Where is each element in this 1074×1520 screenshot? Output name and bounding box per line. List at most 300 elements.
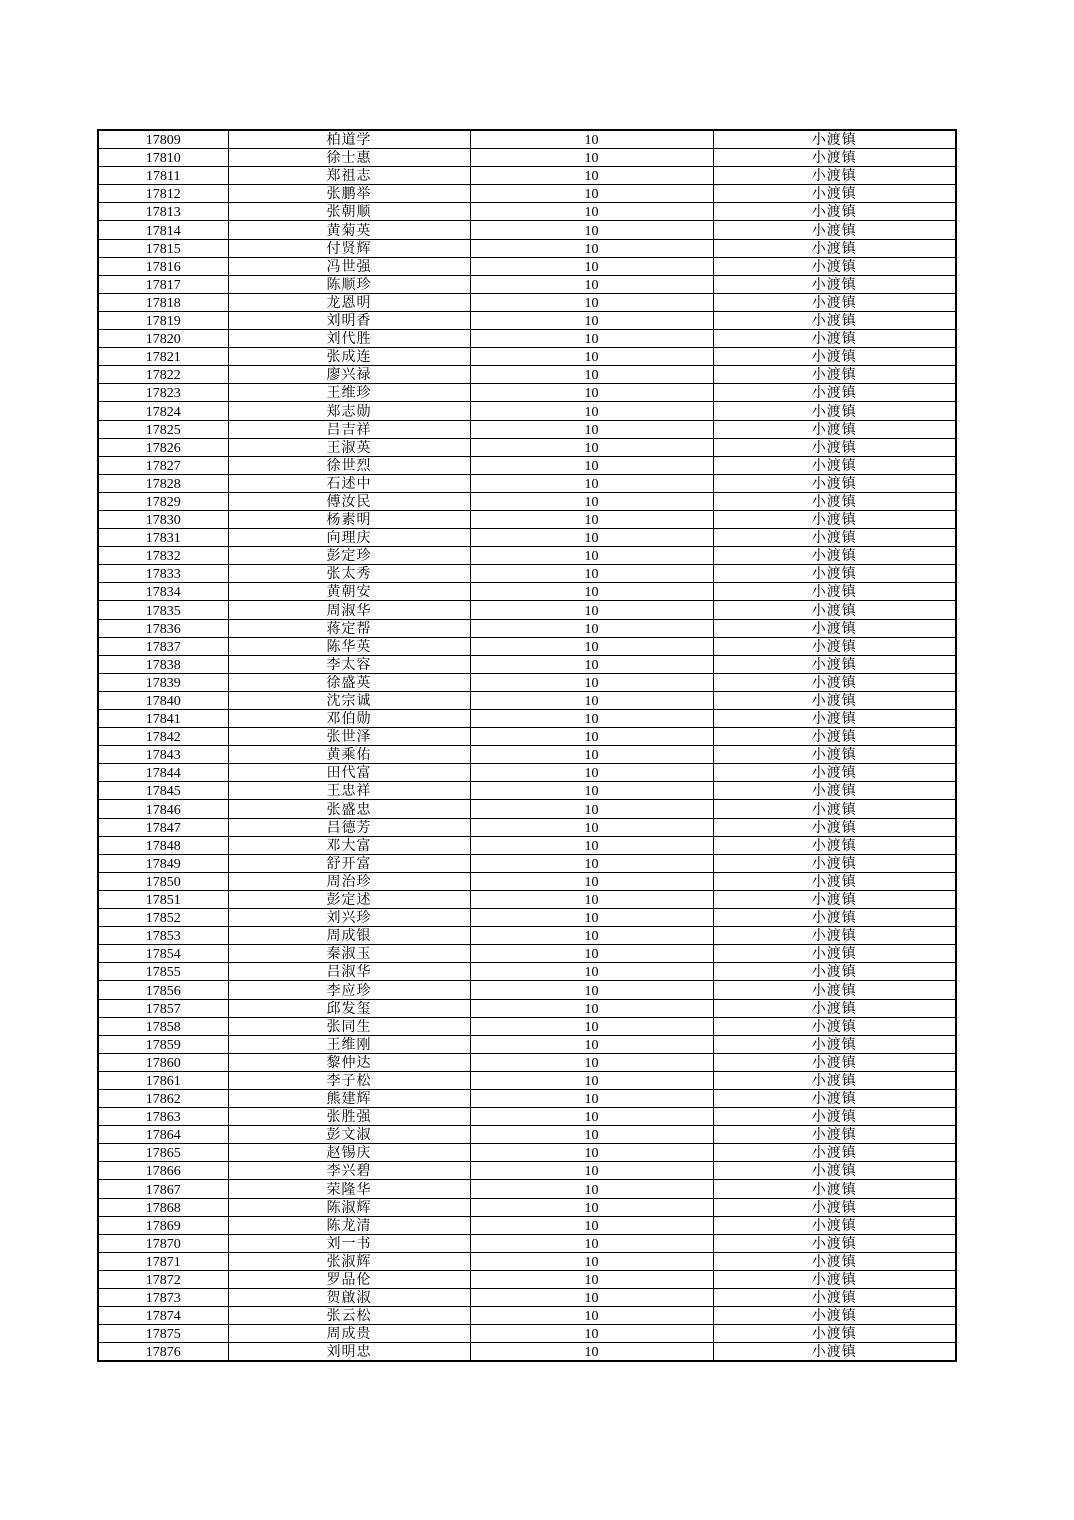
cell-amount: 10: [470, 782, 713, 800]
cell-name: 荣隆华: [228, 1180, 470, 1198]
table-row: [98, 1270, 956, 1288]
cell-number: 17826: [98, 438, 228, 456]
cell-number: 17866: [98, 1162, 228, 1180]
cell-number: 17860: [98, 1053, 228, 1071]
table-row: [98, 1126, 956, 1144]
cell-name: 邓伯勋: [228, 710, 470, 728]
cell-town: 小渡镇: [713, 927, 956, 945]
table-row: [98, 854, 956, 872]
cell-name: 李应珍: [228, 981, 470, 999]
table-row: [98, 746, 956, 764]
cell-amount: 10: [470, 1270, 713, 1288]
cell-amount: 10: [470, 1144, 713, 1162]
table-row: [98, 927, 956, 945]
cell-amount: 10: [470, 438, 713, 456]
cell-name: 黎仲达: [228, 1053, 470, 1071]
cell-name: 郑志勋: [228, 402, 470, 420]
cell-name: 张世泽: [228, 728, 470, 746]
cell-town: 小渡镇: [713, 348, 956, 366]
cell-number: 17828: [98, 474, 228, 492]
table-row: [98, 1198, 956, 1216]
table-row: [98, 1053, 956, 1071]
cell-town: 小渡镇: [713, 619, 956, 637]
cell-town: 小渡镇: [713, 782, 956, 800]
table-row: [98, 764, 956, 782]
cell-amount: 10: [470, 492, 713, 510]
cell-number: 17844: [98, 764, 228, 782]
cell-number: 17830: [98, 510, 228, 528]
cell-name: 贺啟淑: [228, 1289, 470, 1307]
cell-number: 17809: [98, 130, 228, 149]
cell-town: 小渡镇: [713, 510, 956, 528]
cell-town: 小渡镇: [713, 746, 956, 764]
cell-town: 小渡镇: [713, 203, 956, 221]
table-row: [98, 529, 956, 547]
cell-amount: 10: [470, 999, 713, 1017]
cell-amount: 10: [470, 945, 713, 963]
table-row: [98, 1325, 956, 1343]
table-row: [98, 239, 956, 257]
cell-name: 蒋定帮: [228, 619, 470, 637]
cell-town: 小渡镇: [713, 1234, 956, 1252]
cell-town: 小渡镇: [713, 637, 956, 655]
cell-town: 小渡镇: [713, 673, 956, 691]
cell-name: 黄乘佑: [228, 746, 470, 764]
cell-number: 17816: [98, 257, 228, 275]
cell-name: 张云松: [228, 1307, 470, 1325]
table-row: [98, 456, 956, 474]
cell-name: 付贤辉: [228, 239, 470, 257]
cell-name: 徐士惠: [228, 149, 470, 167]
cell-town: 小渡镇: [713, 221, 956, 239]
cell-name: 王维珍: [228, 384, 470, 402]
cell-number: 17839: [98, 673, 228, 691]
cell-town: 小渡镇: [713, 366, 956, 384]
cell-number: 17814: [98, 221, 228, 239]
cell-amount: 10: [470, 673, 713, 691]
table-row: [98, 221, 956, 239]
table-row: [98, 1289, 956, 1307]
cell-number: 17811: [98, 167, 228, 185]
cell-number: 17849: [98, 854, 228, 872]
cell-number: 17845: [98, 782, 228, 800]
cell-town: 小渡镇: [713, 601, 956, 619]
cell-town: 小渡镇: [713, 1180, 956, 1198]
cell-name: 张胜强: [228, 1108, 470, 1126]
cell-name: 周治珍: [228, 872, 470, 890]
cell-number: 17869: [98, 1216, 228, 1234]
cell-number: 17838: [98, 655, 228, 673]
cell-town: 小渡镇: [713, 1017, 956, 1035]
cell-name: 张盛忠: [228, 800, 470, 818]
cell-amount: 10: [470, 746, 713, 764]
table-row: [98, 999, 956, 1017]
cell-amount: 10: [470, 1216, 713, 1234]
cell-town: 小渡镇: [713, 1108, 956, 1126]
cell-number: 17842: [98, 728, 228, 746]
table-row: [98, 565, 956, 583]
cell-town: 小渡镇: [713, 890, 956, 908]
cell-name: 柏道学: [228, 130, 470, 149]
cell-amount: 10: [470, 909, 713, 927]
cell-name: 傅汝民: [228, 492, 470, 510]
cell-town: 小渡镇: [713, 167, 956, 185]
table-row: [98, 293, 956, 311]
cell-amount: 10: [470, 1162, 713, 1180]
cell-amount: 10: [470, 601, 713, 619]
table-row: [98, 1089, 956, 1107]
table-row: [98, 384, 956, 402]
cell-town: 小渡镇: [713, 1071, 956, 1089]
table-row: [98, 981, 956, 999]
cell-number: 17868: [98, 1198, 228, 1216]
cell-amount: 10: [470, 981, 713, 999]
cell-amount: 10: [470, 890, 713, 908]
cell-name: 冯世强: [228, 257, 470, 275]
cell-number: 17874: [98, 1307, 228, 1325]
cell-name: 陈龙清: [228, 1216, 470, 1234]
cell-amount: 10: [470, 836, 713, 854]
cell-town: 小渡镇: [713, 330, 956, 348]
cell-name: 徐盛英: [228, 673, 470, 691]
table-row: [98, 149, 956, 167]
cell-amount: 10: [470, 1053, 713, 1071]
table-row: [98, 673, 956, 691]
cell-amount: 10: [470, 547, 713, 565]
cell-town: 小渡镇: [713, 529, 956, 547]
cell-town: 小渡镇: [713, 1325, 956, 1343]
cell-name: 徐世烈: [228, 456, 470, 474]
cell-name: 刘明忠: [228, 1343, 470, 1362]
cell-amount: 10: [470, 1343, 713, 1362]
cell-number: 17817: [98, 275, 228, 293]
table-row: [98, 330, 956, 348]
cell-name: 向理庆: [228, 529, 470, 547]
table-row: [98, 890, 956, 908]
cell-amount: 10: [470, 221, 713, 239]
table-row: [98, 691, 956, 709]
table-row: [98, 836, 956, 854]
cell-number: 17824: [98, 402, 228, 420]
table-row: [98, 710, 956, 728]
cell-number: 17846: [98, 800, 228, 818]
cell-number: 17851: [98, 890, 228, 908]
cell-name: 王维刚: [228, 1035, 470, 1053]
cell-amount: 10: [470, 1089, 713, 1107]
cell-number: 17813: [98, 203, 228, 221]
cell-amount: 10: [470, 1035, 713, 1053]
cell-name: 秦淑玉: [228, 945, 470, 963]
cell-amount: 10: [470, 510, 713, 528]
table-row: [98, 782, 956, 800]
cell-number: 17829: [98, 492, 228, 510]
cell-name: 熊建辉: [228, 1089, 470, 1107]
cell-number: 17857: [98, 999, 228, 1017]
cell-number: 17821: [98, 348, 228, 366]
cell-town: 小渡镇: [713, 710, 956, 728]
cell-amount: 10: [470, 854, 713, 872]
table-row: [98, 1144, 956, 1162]
table-row: [98, 963, 956, 981]
cell-town: 小渡镇: [713, 836, 956, 854]
cell-name: 黄菊英: [228, 221, 470, 239]
cell-name: 吕淑华: [228, 963, 470, 981]
cell-town: 小渡镇: [713, 854, 956, 872]
cell-town: 小渡镇: [713, 1089, 956, 1107]
cell-town: 小渡镇: [713, 1198, 956, 1216]
cell-amount: 10: [470, 239, 713, 257]
cell-amount: 10: [470, 565, 713, 583]
cell-name: 周淑华: [228, 601, 470, 619]
cell-town: 小渡镇: [713, 909, 956, 927]
cell-number: 17861: [98, 1071, 228, 1089]
cell-number: 17847: [98, 818, 228, 836]
table-row: [98, 1180, 956, 1198]
table-row: [98, 583, 956, 601]
cell-town: 小渡镇: [713, 1252, 956, 1270]
cell-amount: 10: [470, 1289, 713, 1307]
cell-name: 周成银: [228, 927, 470, 945]
cell-town: 小渡镇: [713, 999, 956, 1017]
table-row: [98, 311, 956, 329]
cell-number: 17867: [98, 1180, 228, 1198]
table-row: [98, 1162, 956, 1180]
table-row: [98, 818, 956, 836]
cell-amount: 10: [470, 1071, 713, 1089]
cell-number: 17836: [98, 619, 228, 637]
cell-town: 小渡镇: [713, 1053, 956, 1071]
cell-town: 小渡镇: [713, 655, 956, 673]
cell-name: 张鹏举: [228, 185, 470, 203]
cell-name: 刘代胜: [228, 330, 470, 348]
cell-number: 17818: [98, 293, 228, 311]
cell-amount: 10: [470, 963, 713, 981]
cell-amount: 10: [470, 420, 713, 438]
cell-name: 张同生: [228, 1017, 470, 1035]
table-row: [98, 637, 956, 655]
table-row: [98, 547, 956, 565]
cell-town: 小渡镇: [713, 1144, 956, 1162]
table-row: [98, 402, 956, 420]
table-row: [98, 601, 956, 619]
cell-name: 舒开富: [228, 854, 470, 872]
cell-amount: 10: [470, 872, 713, 890]
table-row: [98, 420, 956, 438]
cell-town: 小渡镇: [713, 1307, 956, 1325]
cell-amount: 10: [470, 366, 713, 384]
table-row: [98, 185, 956, 203]
cell-amount: 10: [470, 691, 713, 709]
cell-amount: 10: [470, 764, 713, 782]
cell-town: 小渡镇: [713, 293, 956, 311]
data-table: [97, 129, 957, 1362]
cell-number: 17835: [98, 601, 228, 619]
cell-name: 吕吉祥: [228, 420, 470, 438]
cell-town: 小渡镇: [713, 474, 956, 492]
cell-town: 小渡镇: [713, 1162, 956, 1180]
cell-name: 邓大富: [228, 836, 470, 854]
cell-amount: 10: [470, 728, 713, 746]
cell-amount: 10: [470, 710, 713, 728]
cell-town: 小渡镇: [713, 764, 956, 782]
cell-town: 小渡镇: [713, 728, 956, 746]
cell-name: 陈淑辉: [228, 1198, 470, 1216]
table-body: [98, 130, 956, 1361]
cell-number: 17854: [98, 945, 228, 963]
cell-name: 沈宗诚: [228, 691, 470, 709]
cell-town: 小渡镇: [713, 402, 956, 420]
cell-town: 小渡镇: [713, 818, 956, 836]
table-row: [98, 366, 956, 384]
cell-amount: 10: [470, 474, 713, 492]
cell-number: 17840: [98, 691, 228, 709]
cell-number: 17833: [98, 565, 228, 583]
cell-town: 小渡镇: [713, 565, 956, 583]
cell-number: 17822: [98, 366, 228, 384]
cell-town: 小渡镇: [713, 438, 956, 456]
cell-number: 17843: [98, 746, 228, 764]
cell-town: 小渡镇: [713, 1289, 956, 1307]
cell-amount: 10: [470, 203, 713, 221]
table-row: [98, 1343, 956, 1362]
cell-number: 17825: [98, 420, 228, 438]
cell-number: 17859: [98, 1035, 228, 1053]
table-row: [98, 1071, 956, 1089]
table-row: [98, 510, 956, 528]
cell-number: 17837: [98, 637, 228, 655]
table-row: [98, 1017, 956, 1035]
table-row: [98, 130, 956, 149]
cell-name: 廖兴禄: [228, 366, 470, 384]
cell-name: 彭定述: [228, 890, 470, 908]
cell-number: 17852: [98, 909, 228, 927]
cell-number: 17810: [98, 149, 228, 167]
table-row: [98, 257, 956, 275]
cell-amount: 10: [470, 818, 713, 836]
table-row: [98, 474, 956, 492]
cell-amount: 10: [470, 330, 713, 348]
cell-name: 杨素明: [228, 510, 470, 528]
cell-name: 田代富: [228, 764, 470, 782]
cell-town: 小渡镇: [713, 547, 956, 565]
cell-town: 小渡镇: [713, 872, 956, 890]
table-row: [98, 872, 956, 890]
cell-number: 17850: [98, 872, 228, 890]
cell-amount: 10: [470, 1234, 713, 1252]
table-row: [98, 1307, 956, 1325]
cell-name: 李太容: [228, 655, 470, 673]
cell-number: 17864: [98, 1126, 228, 1144]
table-row: [98, 1216, 956, 1234]
cell-number: 17819: [98, 311, 228, 329]
cell-town: 小渡镇: [713, 239, 956, 257]
cell-amount: 10: [470, 311, 713, 329]
cell-number: 17855: [98, 963, 228, 981]
cell-number: 17863: [98, 1108, 228, 1126]
cell-town: 小渡镇: [713, 963, 956, 981]
cell-name: 彭文淑: [228, 1126, 470, 1144]
cell-amount: 10: [470, 130, 713, 149]
cell-name: 张太秀: [228, 565, 470, 583]
cell-number: 17827: [98, 456, 228, 474]
cell-town: 小渡镇: [713, 130, 956, 149]
cell-town: 小渡镇: [713, 1126, 956, 1144]
table-row: [98, 1108, 956, 1126]
cell-number: 17853: [98, 927, 228, 945]
cell-number: 17875: [98, 1325, 228, 1343]
cell-town: 小渡镇: [713, 981, 956, 999]
table-row: [98, 728, 956, 746]
cell-name: 刘明香: [228, 311, 470, 329]
cell-amount: 10: [470, 402, 713, 420]
cell-amount: 10: [470, 293, 713, 311]
cell-town: 小渡镇: [713, 257, 956, 275]
cell-name: 张成连: [228, 348, 470, 366]
cell-amount: 10: [470, 167, 713, 185]
cell-amount: 10: [470, 655, 713, 673]
cell-amount: 10: [470, 1126, 713, 1144]
cell-number: 17876: [98, 1343, 228, 1362]
cell-town: 小渡镇: [713, 583, 956, 601]
table-row: [98, 619, 956, 637]
cell-name: 罗品伦: [228, 1270, 470, 1288]
cell-town: 小渡镇: [713, 1216, 956, 1234]
table-row: [98, 945, 956, 963]
cell-amount: 10: [470, 1325, 713, 1343]
cell-name: 彭定珍: [228, 547, 470, 565]
cell-number: 17865: [98, 1144, 228, 1162]
cell-town: 小渡镇: [713, 420, 956, 438]
cell-amount: 10: [470, 1180, 713, 1198]
cell-number: 17848: [98, 836, 228, 854]
cell-number: 17872: [98, 1270, 228, 1288]
cell-amount: 10: [470, 275, 713, 293]
cell-number: 17841: [98, 710, 228, 728]
cell-amount: 10: [470, 529, 713, 547]
cell-name: 石述中: [228, 474, 470, 492]
cell-town: 小渡镇: [713, 691, 956, 709]
cell-amount: 10: [470, 927, 713, 945]
cell-amount: 10: [470, 348, 713, 366]
cell-amount: 10: [470, 384, 713, 402]
cell-town: 小渡镇: [713, 185, 956, 203]
cell-name: 刘一书: [228, 1234, 470, 1252]
cell-town: 小渡镇: [713, 456, 956, 474]
cell-name: 陈顺珍: [228, 275, 470, 293]
cell-town: 小渡镇: [713, 1035, 956, 1053]
cell-amount: 10: [470, 257, 713, 275]
table-row: [98, 800, 956, 818]
cell-name: 郑祖志: [228, 167, 470, 185]
cell-town: 小渡镇: [713, 1270, 956, 1288]
table-row: [98, 1252, 956, 1270]
cell-town: 小渡镇: [713, 945, 956, 963]
cell-number: 17856: [98, 981, 228, 999]
cell-name: 陈华英: [228, 637, 470, 655]
table-row: [98, 1035, 956, 1053]
table-row: [98, 275, 956, 293]
cell-name: 王忠祥: [228, 782, 470, 800]
cell-number: 17823: [98, 384, 228, 402]
cell-town: 小渡镇: [713, 800, 956, 818]
table-row: [98, 348, 956, 366]
cell-name: 张朝顺: [228, 203, 470, 221]
cell-name: 赵锡庆: [228, 1144, 470, 1162]
cell-name: 张淑辉: [228, 1252, 470, 1270]
cell-amount: 10: [470, 1017, 713, 1035]
cell-name: 李子松: [228, 1071, 470, 1089]
cell-name: 周成贵: [228, 1325, 470, 1343]
